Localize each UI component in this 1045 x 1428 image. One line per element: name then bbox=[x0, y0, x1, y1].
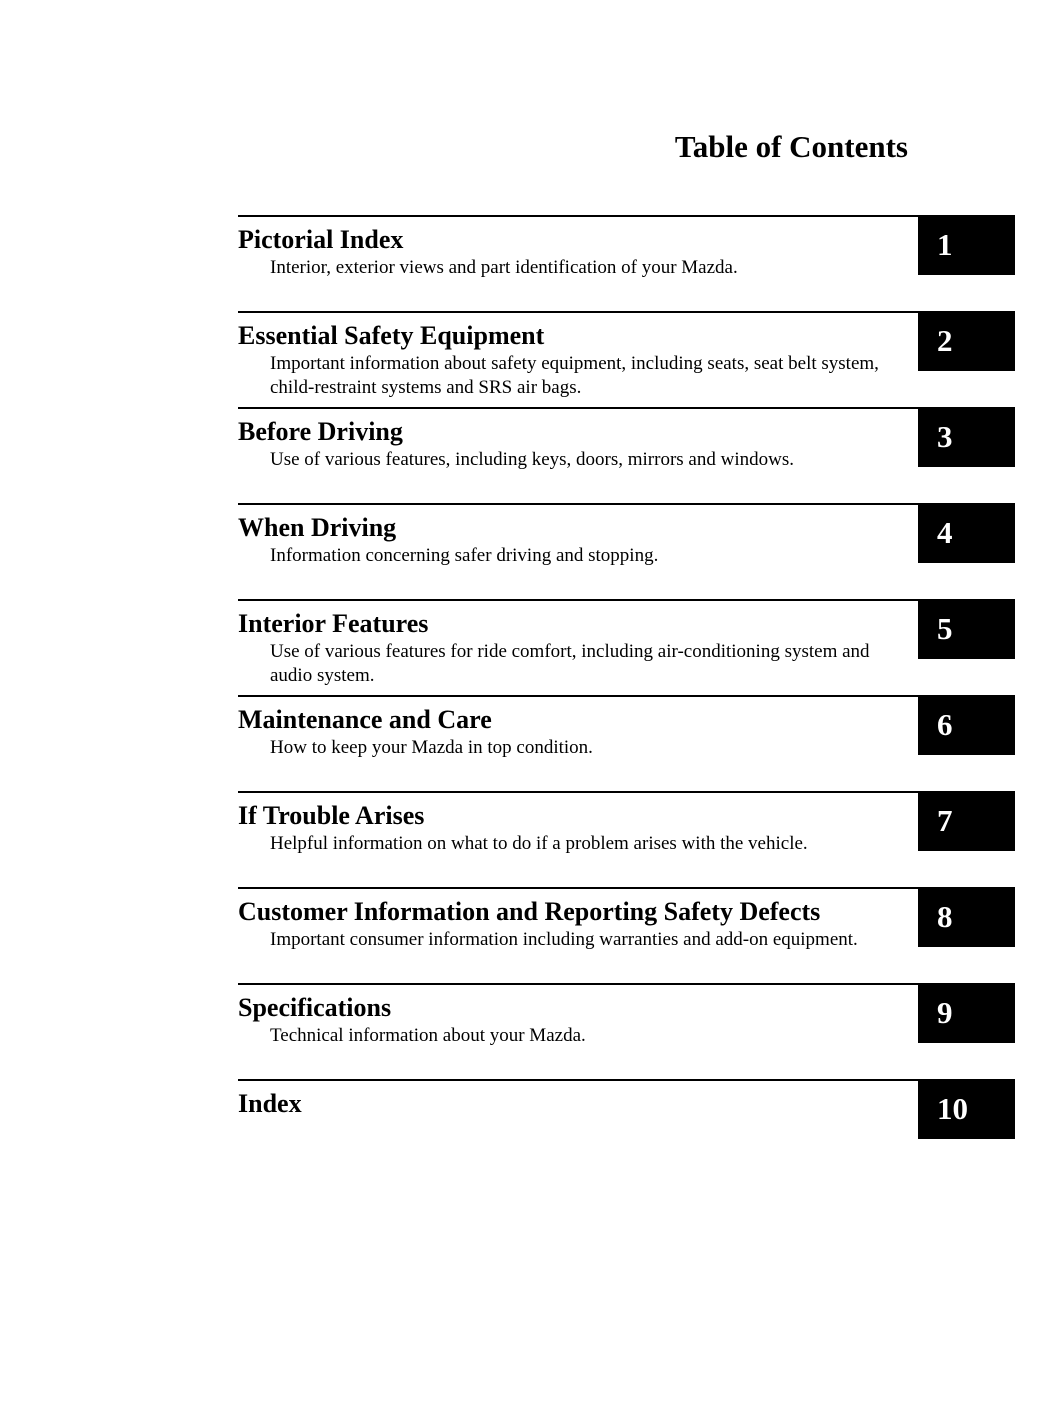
entry-title: If Trouble Arises bbox=[238, 801, 425, 830]
toc-entry-pictorial-index[interactable] bbox=[238, 215, 1015, 311]
chapter-tab[interactable]: 5 bbox=[918, 599, 1015, 659]
entry-description: Use of various features, including keys, doors, mirrors and windows. bbox=[270, 449, 794, 470]
toc-entry-essential-safety-equipment[interactable] bbox=[238, 311, 1015, 407]
page-title: Table of Contents bbox=[674, 129, 908, 164]
toc-entry-when-driving[interactable] bbox=[238, 503, 1015, 599]
toc-entry-index[interactable] bbox=[238, 1079, 1015, 1175]
entry-description: Information concerning safer driving and stopping. bbox=[270, 545, 659, 566]
entry-description: Technical information about your Mazda. bbox=[270, 1025, 586, 1046]
toc-entry-customer-information[interactable] bbox=[238, 887, 1015, 983]
entry-title: When Driving bbox=[238, 513, 397, 542]
chapter-tab[interactable]: 9 bbox=[918, 983, 1015, 1043]
entry-title: Pictorial Index bbox=[238, 225, 404, 254]
toc-entry-maintenance-and-care[interactable] bbox=[238, 695, 1015, 791]
entry-title: Specifications bbox=[238, 993, 392, 1022]
entry-title: Customer Information and Reporting Safety Defects bbox=[238, 897, 821, 926]
chapter-tab[interactable]: 2 bbox=[918, 311, 1015, 371]
chapter-tab[interactable]: 3 bbox=[918, 407, 1015, 467]
entry-description: Important information about safety equipment, including seats, seat belt system, child-restraint systems and SRS air bags. bbox=[270, 353, 879, 398]
entry-description: Use of various features for ride comfort, including air-conditioning system and audio system. bbox=[270, 641, 870, 686]
toc-entry-specifications[interactable] bbox=[238, 983, 1015, 1079]
chapter-tab[interactable]: 7 bbox=[918, 791, 1015, 851]
chapter-tab[interactable]: 6 bbox=[918, 695, 1015, 755]
chapter-tab[interactable]: 1 bbox=[918, 215, 1015, 275]
toc-entry-interior-features[interactable] bbox=[238, 599, 1015, 695]
toc-entry-if-trouble-arises[interactable] bbox=[238, 791, 1015, 887]
entry-description: Interior, exterior views and part identification of your Mazda. bbox=[270, 257, 738, 278]
chapter-tab[interactable]: 8 bbox=[918, 887, 1015, 947]
entry-title: Interior Features bbox=[238, 609, 429, 638]
toc-entry-before-driving[interactable] bbox=[238, 407, 1015, 503]
entry-title: Maintenance and Care bbox=[238, 705, 492, 734]
chapter-tab[interactable]: 10 bbox=[918, 1079, 1015, 1139]
entry-description: Helpful information on what to do if a problem arises with the vehicle. bbox=[270, 833, 808, 854]
entry-title: Essential Safety Equipment bbox=[238, 321, 545, 350]
entry-title: Before Driving bbox=[238, 417, 403, 446]
entry-title: Index bbox=[238, 1089, 302, 1118]
toc-list bbox=[238, 215, 1015, 1175]
entry-description: How to keep your Mazda in top condition. bbox=[270, 737, 593, 758]
chapter-tab[interactable]: 4 bbox=[918, 503, 1015, 563]
entry-description: Important consumer information including warranties and add-on equipment. bbox=[270, 929, 858, 950]
